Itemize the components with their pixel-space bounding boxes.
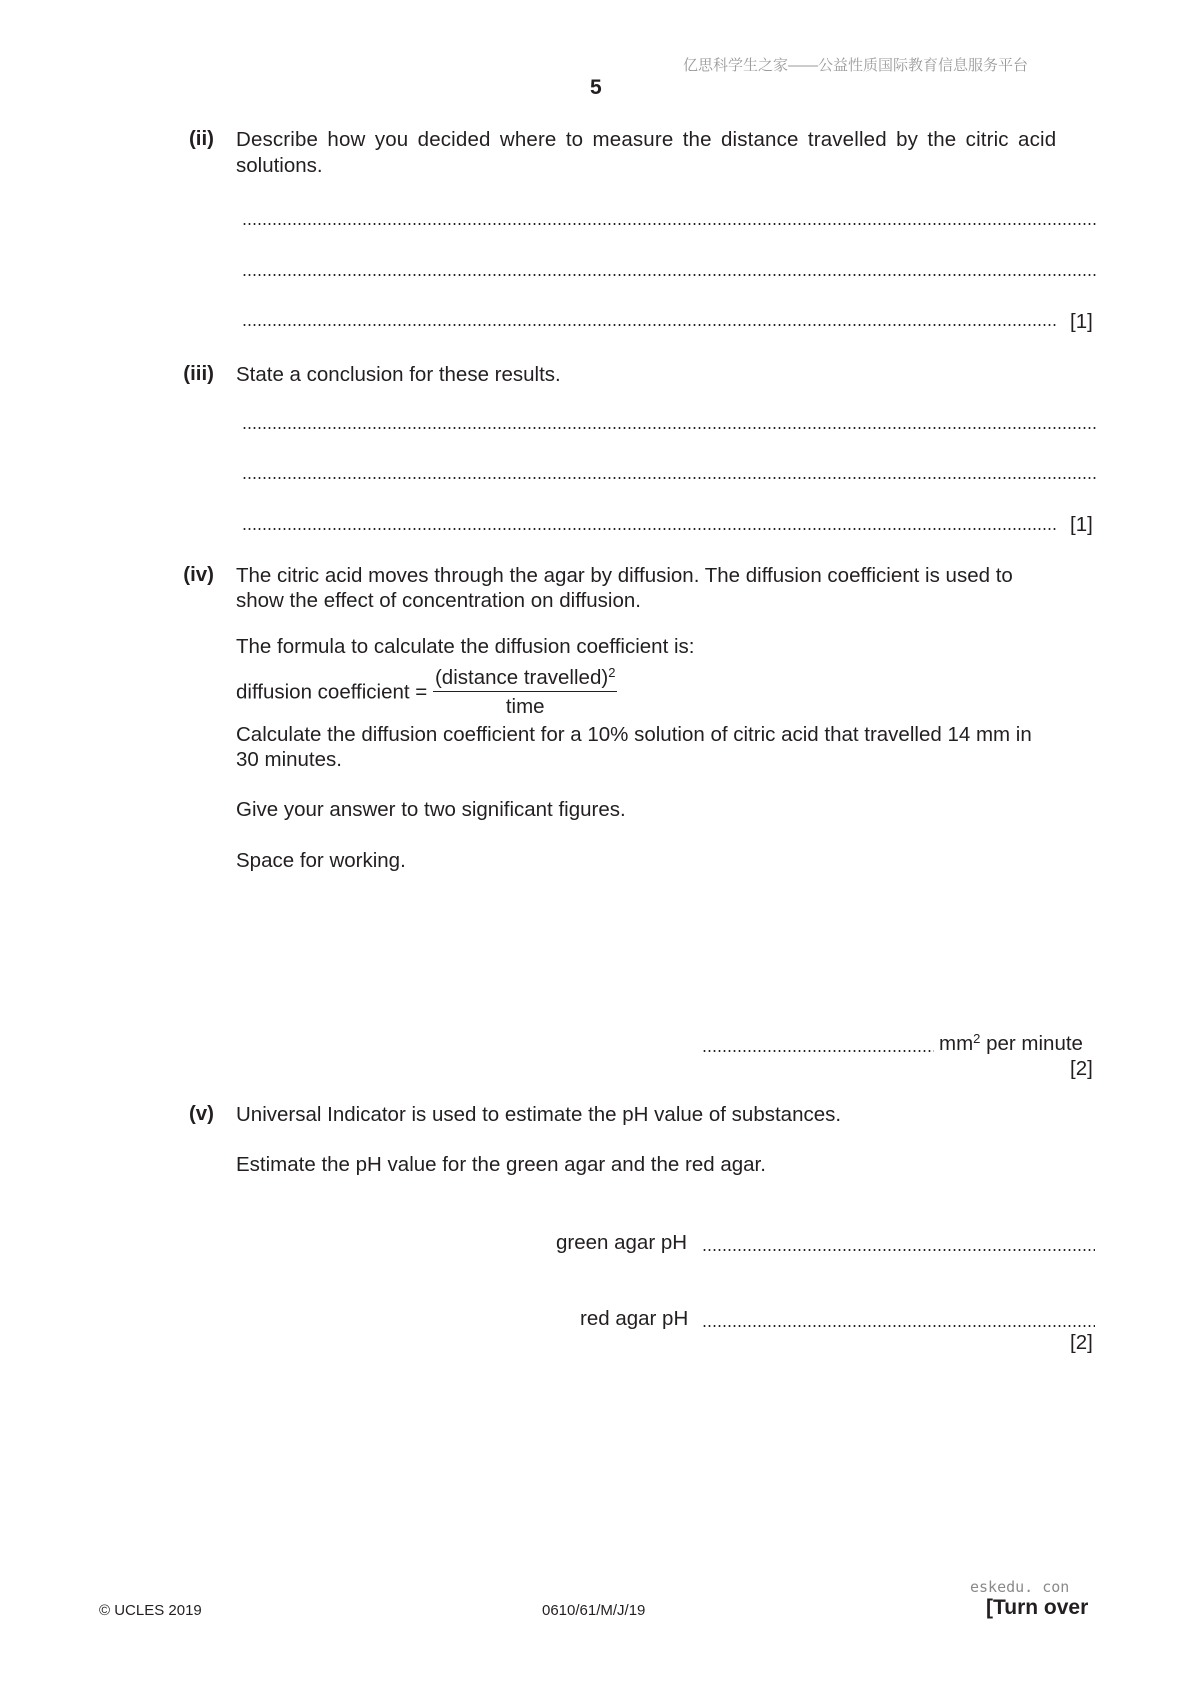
red-agar-label: red agar pH: [580, 1307, 689, 1330]
green-agar-label: green agar pH: [556, 1231, 688, 1254]
answer-line[interactable]: [242, 223, 1097, 225]
answer-line[interactable]: [242, 427, 1097, 429]
estimate-instruction: Estimate the pH value for the green agar and the red agar.: [236, 1153, 766, 1176]
header-watermark: 亿思科学生之家——公益性质国际教育信息服务平台: [683, 57, 1029, 74]
question-ii-text-line1: Describe how you decided where to measure the distance travelled by the citric acid: [236, 128, 1057, 151]
footer-copyright: © UCLES 2019: [99, 1602, 202, 1619]
question-iii-text: State a conclusion for these results.: [236, 363, 561, 386]
formula-lhs: diffusion coefficient =: [236, 680, 428, 704]
page-number: 5: [590, 76, 602, 99]
turn-over: [Turn over: [986, 1596, 1089, 1619]
answer-line-green-ph[interactable]: [702, 1249, 1095, 1251]
question-label-ii: (ii): [188, 127, 214, 150]
formula-numerator: (distance travelled)$^2$: [433, 665, 617, 692]
calc-instruction-line2: 30 minutes.: [236, 748, 342, 771]
question-v-text: Universal Indicator is used to estimate the pH value of substances.: [236, 1103, 842, 1126]
answer-line[interactable]: [242, 324, 1057, 326]
calc-instruction-line1: Calculate the diffusion coefficient for a 10% solution of citric acid that travelled 14 mm in: [236, 723, 1032, 746]
marks-iii: [1]: [1070, 513, 1093, 536]
marks-ii: [1]: [1070, 310, 1093, 333]
answer-line[interactable]: [242, 274, 1097, 276]
marks-v: [2]: [1070, 1331, 1093, 1354]
marks-iv: [2]: [1070, 1057, 1093, 1080]
answer-line[interactable]: [242, 528, 1057, 530]
footer-paper-code: 0610/61/M/J/19: [542, 1602, 646, 1619]
answer-unit: $mm^2$ per minute: [939, 1031, 1083, 1055]
working-space-label: Space for working.: [236, 849, 406, 872]
question-label-v: (v): [188, 1102, 214, 1125]
sig-figs-instruction: Give your answer to two significant figures.: [236, 798, 626, 821]
answer-line-coefficient[interactable]: [702, 1050, 934, 1052]
formula-intro: The formula to calculate the diffusion coefficient is:: [236, 635, 695, 658]
question-label-iv: (iv): [183, 563, 214, 586]
formula-fraction: [433, 665, 617, 719]
answer-line-red-ph[interactable]: [702, 1325, 1095, 1327]
question-label-iii: (iii): [183, 362, 214, 385]
question-ii-text-line2: solutions.: [236, 154, 323, 177]
question-iv-text-line2: show the effect of concentration on diffusion.: [236, 589, 641, 612]
question-iv-text-line1: The citric acid moves through the agar by diffusion. The diffusion coefficient is used to: [236, 564, 1013, 587]
formula-denominator: time: [505, 695, 545, 718]
diffusion-formula: [236, 665, 617, 719]
footer-site-watermark: eskedu. con: [970, 1578, 1070, 1596]
answer-line[interactable]: [242, 477, 1097, 479]
